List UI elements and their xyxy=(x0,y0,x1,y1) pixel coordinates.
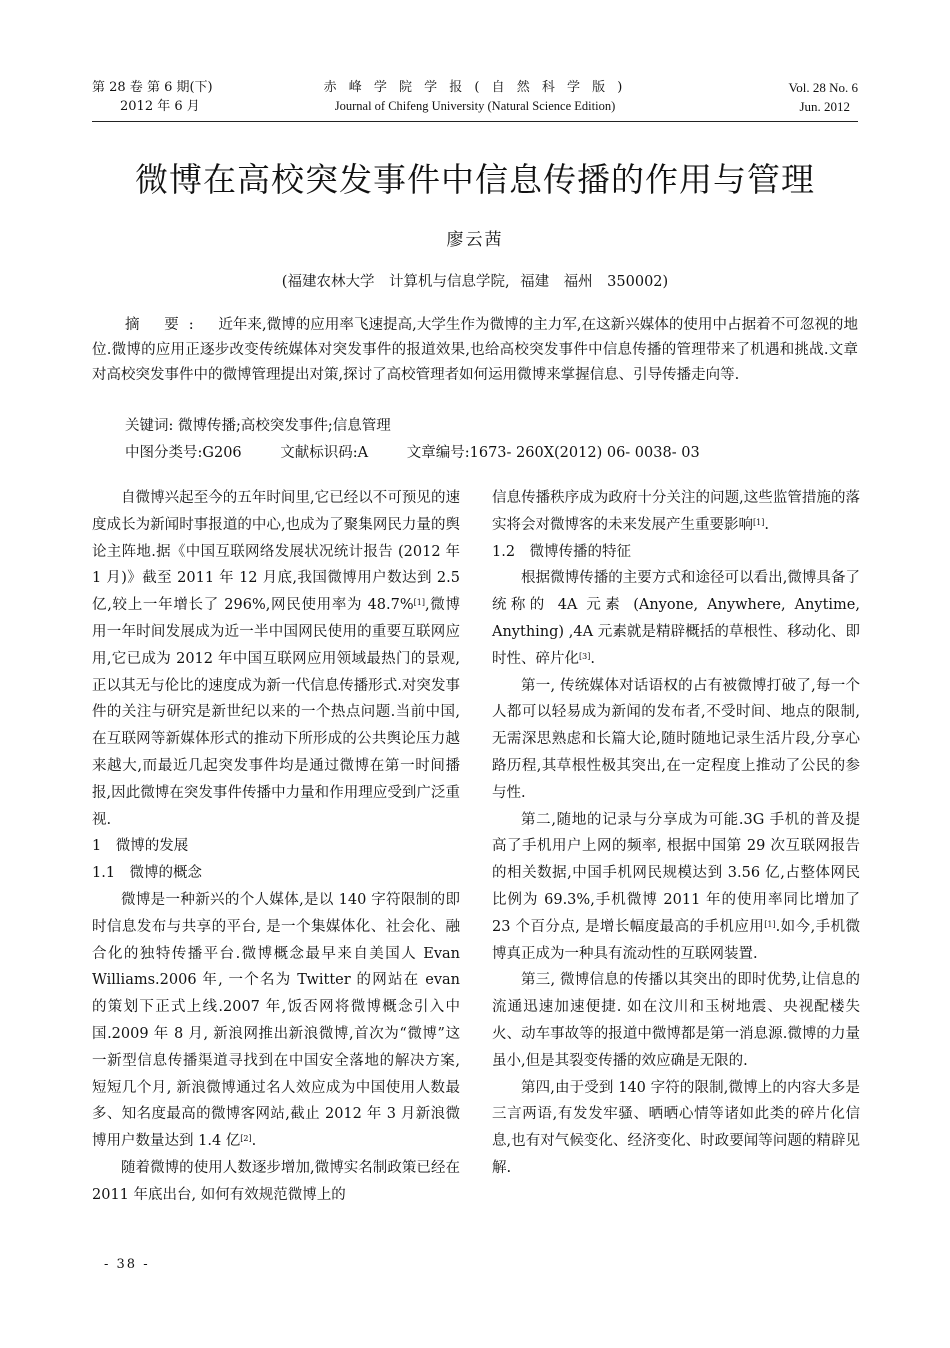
abstract xyxy=(92,313,858,388)
affiliation: (福建农林大学 计算机与信息学院, 福建 福州 350002) xyxy=(281,274,669,290)
keywords: 关键词: 微博传播;高校突发事件;信息管理 xyxy=(125,418,391,434)
paragraph-continuation: 信息传播秩序成为政府十分关注的问题,这些监管措施的落实将会对微博客的未来发展产生重要影响[1]. xyxy=(492,490,860,533)
journal-name xyxy=(260,78,690,116)
paragraph: 微博是一种新兴的个人媒体,是以 140 字符限制的即时信息发布与共享的平台, 是一个集媒体化、社会化、融合化的独特传播平台.微博概念最早来自美国人 Evan Williams.2006 年, 一个名为 Twitter 的网站在 evan 的策划下正式上线.2007 年,饭否网将微博概念引入中国.2009 年 8 月, 新浪网推出新浪微博,首次为“微博”这一新型信息传播渠道寻找到在中国安全落地的解决方案, 短短几个月, 新浪微博通过名人效应成为中国使用人数最多、知名度最高的微博客网站,截止 2012 年 3 月新浪微博用户数量达到 1.4 亿[2]. xyxy=(92,891,460,1150)
subsection-heading: 1.2 微博传播的特征 xyxy=(492,543,632,560)
journal-name-en: Journal of Chifeng University (Natural Science Edition) xyxy=(334,99,616,113)
clc-number: 中图分类号:G206 xyxy=(125,445,242,461)
paragraph: 随着微博的使用人数逐步增加,微博实名制政策已经在 2011 年底出台, 如何有效规范微博上的 xyxy=(92,1159,460,1203)
paragraph: 第四,由于受到 140 字符的限制,微博上的内容大多是三言两语,有发发牢骚、晒晒心情等诸如此类的碎片化信息,也有对气候变化、经济变化、时政要闻等问题的精辟见解. xyxy=(492,1079,860,1176)
author: 廖云茜 xyxy=(446,230,504,250)
volume-issue-en: Vol. 28 No. 6 xyxy=(788,80,858,95)
header-rule xyxy=(92,121,858,122)
paper-title: 微博在高校突发事件中信息传播的作用与管理 xyxy=(135,160,815,199)
abstract-label: 摘 要: xyxy=(125,317,219,333)
paragraph: 自微博兴起至今的五年时间里,它已经以不可预见的速度成长为新闻时事报道的中心,也成为了聚集网民力量的舆论主阵地.据《中国互联网络发展状况统计报告 (2012 年 1 月)》截至 2011 年 12 月底,我国微博用户数达到 2.5 亿,较上一年增长了 296%,网民使用率为 48.7%[1],微博用一年时间发展成为近一半中国网民使用的重要互联网应用,它已成为 2012 年中国互联网应用领域最热门的景观,正以其无与伦比的速度成为新一代信息传播形式.对突发事件的关注与研究是新世纪以来的一个热点问题.当前中国,在互联网等新媒体形式的推动下所形成的公共舆论压力越来越大,而最近几起突发事件均是通过微博在第一时间播报,因此微博在突发事件传播中力量和作用理应受到广泛重视. xyxy=(92,490,461,828)
publication-date-en: Jun. 2012 xyxy=(799,99,850,114)
abstract-text: 近年来,微博的应用率飞速提高,大学生作为微博的主力军,在这新兴媒体的使用中占据着不可忽视的地位.微博的应用正逐步改变传统媒体对突发事件的报道效果,也给高校突发事件中信息传播的管理带来了机遇和挑战.文章对高校突发事件中的微博管理提出对策,探讨了高校管理者如何运用微博来掌握信息、引导传播走向等. xyxy=(92,317,858,383)
citation[interactable]: [1] xyxy=(753,517,765,527)
body-column-left xyxy=(92,485,460,1209)
citation[interactable]: [1] xyxy=(764,919,776,929)
paragraph: 第一, 传统媒体对话语权的占有被微博打破了,每一个人都可以轻易成为新闻的发布者,不受时间、地点的限制,无需深思熟虑和长篇大论,随时随地记录生活片段,分享心路历程,其草根性极其突出,在一定程度上推动了公民的参与性. xyxy=(492,677,860,801)
publication-date: 2012 年 6 月 xyxy=(120,99,200,114)
journal-name-cn: 赤 峰 学 院 学 报 ( 自 然 科 学 版 ) xyxy=(323,80,627,95)
classification-line xyxy=(92,441,891,466)
citation[interactable]: [2] xyxy=(240,1134,252,1144)
journal-volume-info xyxy=(92,78,213,116)
paragraph: 根据微博传播的主要方式和途径可以看出,微博具备了统称的 4A 元素 (Anyone, Anywhere, Anytime, Anything) ,4A 元素就是精辟概括的草根性、移动化、即时性、碎片化[3]. xyxy=(492,570,860,667)
body-column-right xyxy=(492,485,860,1182)
section-heading: 1 微博的发展 xyxy=(92,838,189,855)
citation[interactable]: [1] xyxy=(413,598,425,608)
paragraph: 第三, 微博信息的传播以其突出的即时优势,让信息的流通迅速加速便捷. 如在汶川和玉树地震、央视配楼失火、动车事故等的报道中微博都是第一消息源.微博的力量虽小,但是其裂变传播的效应确是无限的. xyxy=(492,972,860,1069)
paragraph: 第二,随地的记录与分享成为可能.3G 手机的普及提高了手机用户上网的频率, 根据中国第 29 次互联网报告的相关数据,中国手机网民规模达到 3.56 亿,占整体网民比例为 69.3%,手机微博 2011 年的使用率同比增加了 23 个百分点, 是增长幅度最高的手机应用[1].如今,手机微博真正成为一种具有流动性的互联网装置. xyxy=(492,811,861,962)
subsection-heading: 1.1 微博的概念 xyxy=(92,865,203,882)
page-number: - 38 - xyxy=(104,1257,150,1272)
citation[interactable]: [3] xyxy=(579,651,591,661)
volume-issue: 第 28 卷 第 6 期(下) xyxy=(92,80,213,95)
article-number: 文章编号:1673- 260X(2012) 06- 0038- 03 xyxy=(406,445,700,461)
journal-volume-en xyxy=(789,78,858,116)
document-code: 文献标识码:A xyxy=(280,445,369,461)
